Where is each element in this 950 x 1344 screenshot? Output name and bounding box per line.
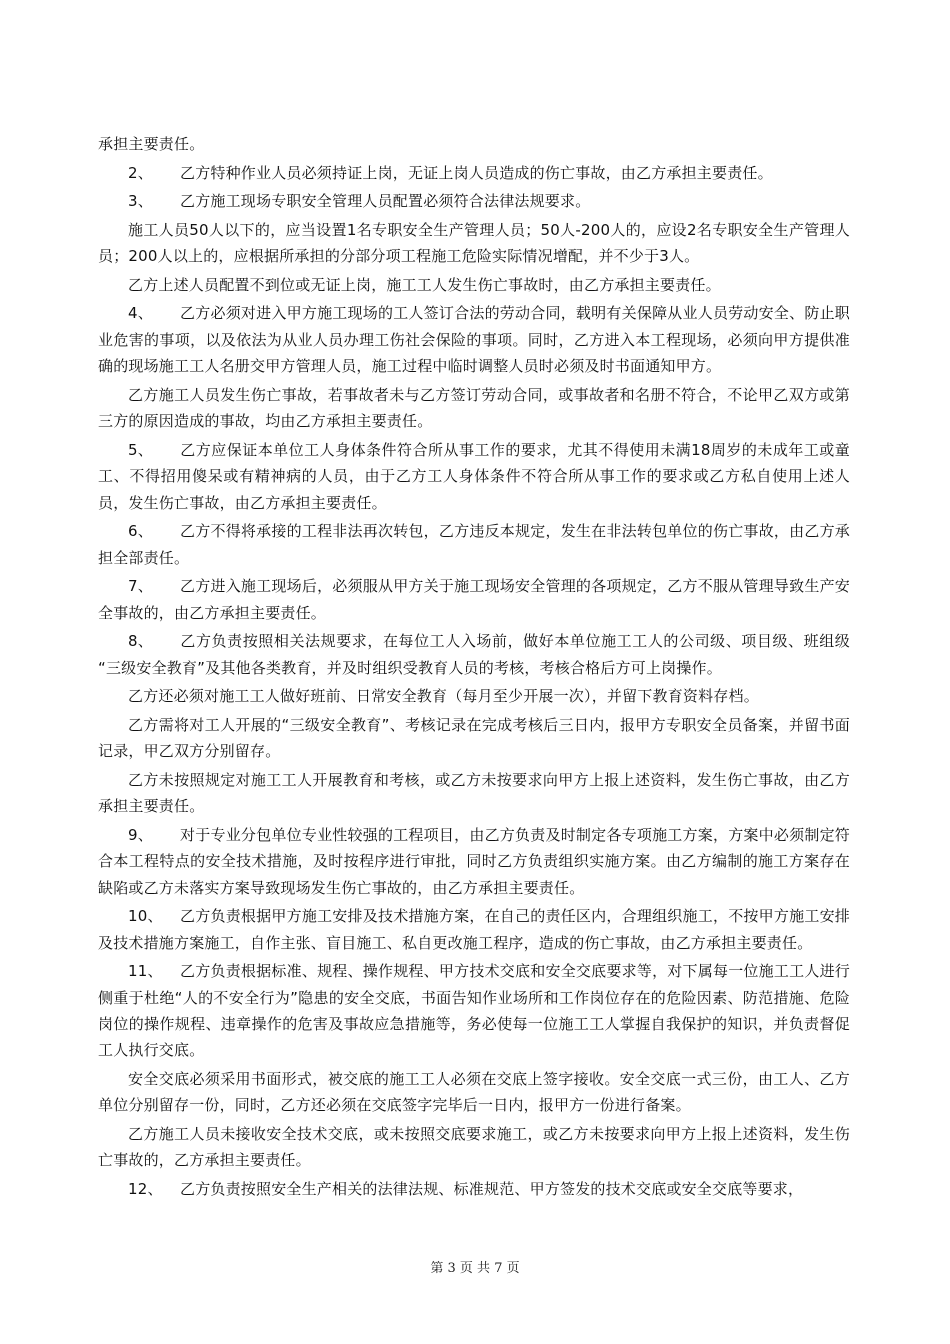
clause-number: 2、 (128, 163, 153, 182)
clause-number: 8、 (128, 632, 153, 651)
numbered-clause (98, 903, 850, 956)
numbered-clause (98, 573, 850, 626)
clause-number: 4、 (128, 304, 153, 323)
paragraph-text: 乙方负责按照相关法规要求，在每位工人入场前，做好本单位施工工人的公司级、项目级、班组级 “三级安全教育”及其他各类教育，并及时组织受教育人员的考核，考核合格后方可上岗操作。 (98, 632, 850, 677)
paragraph-text: 乙方负责根据标准、规程、操作规程、甲方技术交底和安全交底要求等，对下属每一位施工工人进行侧重于杜绝“人的不安全行为”隐患的安全交底，书面告知作业场所和工作岗位存在的危险因素、防范措施、危险岗位的操作规程、违章操作的危害及事故应急措施等，务必使每一位施工工人掌握自我保护的知识，并负责督促工人执行交底。 (98, 962, 850, 1060)
paragraph-text: 乙方必须对进入甲方施工现场的工人签订合法的劳动合同，载明有关保障从业人员劳动安全、防止职业危害的事项，以及依法为从业人员办理工伤社会保险的事项。同时，乙方进入本工程现场，必须向甲方提供准确的现场施工工人名册交甲方管理人员，施工过程中临时调整人员时必须及时书面通知甲方。 (98, 304, 850, 376)
numbered-clause (98, 437, 850, 516)
paragraph (98, 712, 850, 765)
clause-number: 6、 (128, 522, 153, 541)
numbered-clause (98, 822, 850, 901)
numbered-clause (98, 300, 850, 379)
paragraph (98, 683, 850, 709)
numbered-clause (98, 1176, 850, 1202)
paragraph-text: 乙方未按照规定对施工工人开展教育和考核，或乙方未按要求向甲方上报上述资料，发生伤亡事故，由乙方承担主要责任。 (98, 770, 850, 816)
paragraph-text: 乙方不得将承接的工程非法再次转包，乙方违反本规定，发生在非法转包单位的伤亡事故，由乙方承担全部责任。 (98, 522, 850, 567)
paragraph-text: 乙方施工人员未接收安全技术交底，或未按照交底要求施工，或乙方未按要求向甲方上报上述资料，发生伤亡事故的，乙方承担主要责任。 (98, 1125, 850, 1170)
paragraph-text: 乙方还必须对施工工人做好班前、日常安全教育（每月至少开展一次），并留下教育资料存档。 (128, 687, 759, 706)
paragraph-text: 安全交底必须采用书面形式，被交底的施工工人必须在交底上签字接收。安全交底一式三份，由工人、乙方单位分别留存一份，同时，乙方还必须在交底签字完毕后一日内，报甲方一份进行备案。 (98, 1070, 850, 1115)
paragraph-text: 对于专业分包单位专业性较强的工程项目，由乙方负责及时制定各专项施工方案，方案中必须制定符合本工程特点的安全技术措施，及时按程序进行审批，同时乙方负责组织实施方案。由乙方编制的施工方案存在缺陷或乙方未落实方案导致现场发生伤亡事故的，由乙方承担主要责任。 (98, 825, 850, 897)
numbered-clause (98, 518, 850, 571)
paragraph-text: 乙方上述人员配置不到位或无证上岗，施工工人发生伤亡事故时，由乙方承担主要责任。 (128, 275, 721, 294)
paragraph-text: 乙方施工现场专职安全管理人员配置必须符合法律法规要求。 (180, 192, 591, 211)
paragraph (98, 131, 850, 157)
clause-number: 10、 (128, 907, 163, 926)
paragraph-text: 乙方进入施工现场后，必须服从甲方关于施工现场安全管理的各项规定，乙方不服从管理导致生产安全事故的，由乙方承担主要责任。 (98, 577, 850, 622)
paragraph-text: 乙方负责根据甲方施工安排及技术措施方案，在自己的责任区内，合理组织施工，不按甲方施工安排及技术措施方案施工，自作主张、盲目施工、私自更改施工程序，造成的伤亡事故，由乙方承担主要责任。 (98, 907, 850, 952)
paragraph-text: 乙方需将对工人开展的“三级安全教育”、考核记录在完成考核后三日内，报甲方专职安全员备案，并留书面记录，甲乙双方分别留存。 (98, 715, 850, 761)
clause-number: 5、 (128, 440, 153, 459)
paragraph (98, 272, 850, 298)
paragraph-text: 乙方应保证本单位工人身体条件符合所从事工作的要求，尤其不得使用未满18周岁的未成年工或童工、不得招用傻呆或有精神病的人员，由于乙方工人身体条件不符合所从事工作的要求或乙方私自使用上述人员，发生伤亡事故，由乙方承担主要责任。 (98, 440, 850, 512)
paragraph-text: 施工人员50人以下的，应当设置1名专职安全生产管理人员；50人-200人的，应设2名专职安全生产管理人员；200人以上的，应根据所承担的分部分项工程施工危险实际情况增配，并不少于3人。 (98, 220, 850, 266)
numbered-clause (98, 160, 850, 186)
numbered-clause (98, 188, 850, 214)
numbered-clause (98, 628, 850, 681)
paragraph-text: 乙方负责按照安全生产相关的法律法规、标准规范、甲方签发的技术交底或安全交底等要求， (180, 1180, 804, 1198)
clause-number: 7、 (128, 577, 153, 596)
page-footer: 第 3 页 共 7 页 (430, 1261, 520, 1276)
document-body (98, 131, 850, 1205)
clause-number: 9、 (128, 825, 153, 844)
clause-number: 3、 (128, 192, 153, 211)
paragraph-text: 承担主要责任。 (98, 135, 205, 153)
numbered-clause (98, 958, 850, 1064)
paragraph (98, 382, 850, 435)
clause-number: 12、 (128, 1180, 163, 1198)
clause-number: 11、 (128, 962, 163, 981)
paragraph-text: 乙方施工人员发生伤亡事故，若事故者未与乙方签订劳动合同，或事故者和名册不符合，不论甲乙双方或第三方的原因造成的事故，均由乙方承担主要责任。 (98, 385, 850, 431)
paragraph (98, 1121, 850, 1174)
paragraph (98, 1066, 850, 1119)
paragraph-text: 乙方特种作业人员必须持证上岗，无证上岗人员造成的伤亡事故，由乙方承担主要责任。 (180, 163, 773, 182)
paragraph (98, 767, 850, 820)
paragraph (98, 217, 850, 270)
